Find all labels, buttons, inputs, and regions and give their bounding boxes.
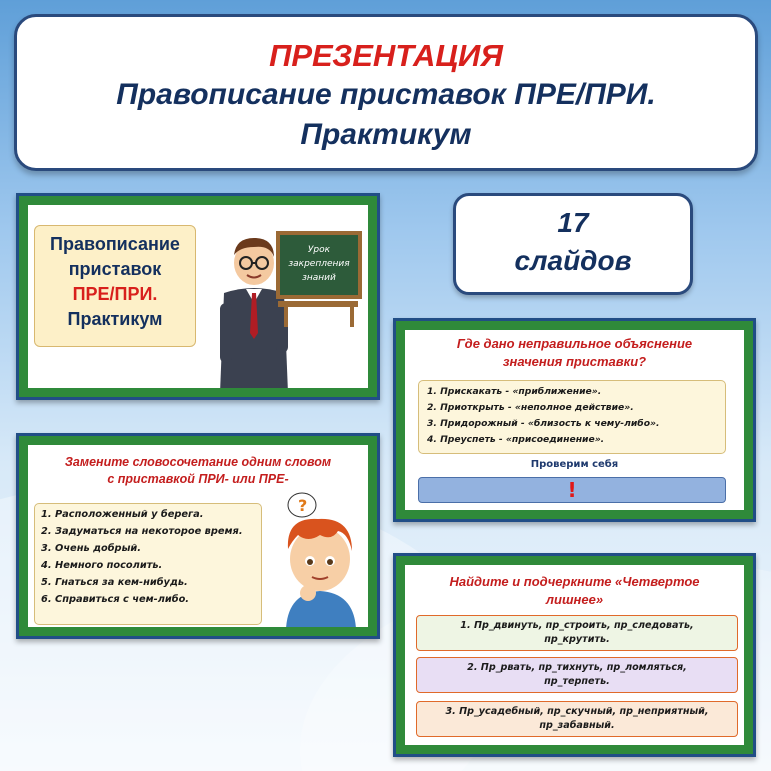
option-line: пр_забавный.	[539, 720, 615, 731]
word-group-option	[416, 615, 738, 651]
chalkboard-leg	[350, 305, 354, 327]
slide4-question-line: Найдите и подчеркните «Четвертое	[449, 574, 700, 589]
slide3-question-line: Замените словосочетание одним словом	[64, 455, 332, 469]
list-item: 2. Задуматься на некоторое время.	[55, 524, 255, 539]
slide4-question	[405, 565, 744, 609]
option-line: пр_крутить.	[544, 634, 610, 645]
slide-preview-title[interactable]	[16, 193, 380, 400]
slide3-phrase-list	[34, 503, 262, 625]
slide-count-number: 17	[557, 207, 589, 238]
slide2-question-line: значения приставки?	[502, 354, 647, 369]
exclamation-icon: !	[567, 478, 577, 502]
slide-count-badge	[453, 193, 693, 295]
list-item: 1. Прискакать - «приближение».	[427, 386, 602, 397]
chalkboard-text: Урок	[307, 245, 331, 255]
question-bubble-mark: ?	[298, 496, 308, 515]
title-presentation: ПРЕЗЕНТАЦИЯ	[269, 38, 503, 73]
slide3-question-line: с приставкой ПРИ- или ПРЕ-	[107, 472, 289, 486]
title-subtitle: Практикум	[300, 118, 472, 151]
chalkboard-stand	[278, 301, 358, 307]
slide1-title-box	[34, 225, 196, 347]
slide-count-word: слайдов	[514, 245, 632, 276]
slide1-title-line: ПРЕ/ПРИ.	[72, 284, 158, 304]
slide-preview-replace-phrase[interactable]	[16, 433, 380, 639]
chalkboard-leg	[284, 305, 288, 327]
option-line: 1. Пр_двинуть, пр_строить, пр_следовать,	[460, 620, 694, 631]
list-item: 3. Очень добрый.	[55, 541, 255, 556]
list-item: 5. Гнаться за кем-нибудь.	[55, 575, 255, 590]
boy-thinking-illustration	[268, 489, 368, 627]
answer-reveal-bar[interactable]	[418, 477, 726, 503]
slide3-question	[28, 445, 368, 488]
slide1-title-line: приставок	[68, 259, 162, 279]
option-line: 2. Пр_рвать, пр_тихнуть, пр_ломляться,	[467, 662, 687, 673]
word-group-option	[416, 657, 738, 693]
title-banner	[14, 14, 758, 171]
check-yourself-label: Проверим себя	[530, 459, 619, 470]
slide2-question	[405, 330, 744, 371]
slide1-title-line: Правописание	[50, 234, 180, 254]
chalkboard-text: знаний	[302, 273, 336, 283]
list-item: 3. Придорожный - «близость к чему-либо».	[427, 418, 660, 429]
option-line: 3. Пр_усадебный, пр_скучный, пр_неприятный,	[445, 706, 709, 717]
slide2-answer-list	[418, 380, 726, 454]
chalkboard-text: закрепления	[288, 259, 350, 269]
slide-preview-explanation[interactable]	[393, 318, 756, 522]
slide1-title-line: Практикум	[67, 309, 163, 329]
slide4-question-line: лишнее»	[545, 592, 604, 607]
word-group-option	[416, 701, 738, 737]
list-item: 1. Расположенный у берега.	[55, 507, 255, 522]
list-item: 4. Немного посолить.	[55, 558, 255, 573]
list-item: 6. Справиться с чем-либо.	[55, 592, 255, 607]
option-line: пр_терпеть.	[544, 676, 610, 687]
list-item: 4. Преуспеть - «присоединение».	[427, 434, 605, 445]
list-item: 2. Приоткрыть - «неполное действие».	[427, 402, 634, 413]
chalkboard	[276, 231, 362, 299]
title-topic: Правописание приставок ПРЕ/ПРИ.	[116, 78, 656, 111]
slide2-question-line: Где дано неправильное объяснение	[456, 336, 693, 351]
slide-preview-odd-one-out[interactable]	[393, 553, 756, 757]
